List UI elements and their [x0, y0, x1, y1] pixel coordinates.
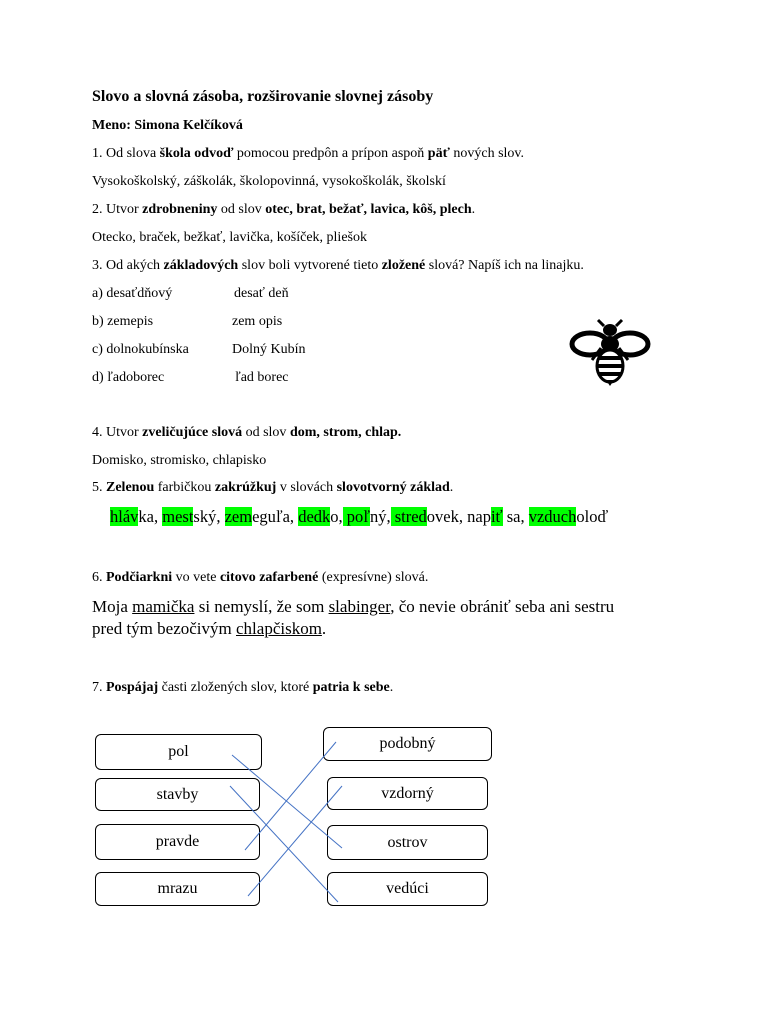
q3-word-d: d) ľadoborec [92, 370, 165, 385]
left-box-pol[interactable]: pol [95, 734, 262, 770]
question-4: 4. Utvor zveličujúce slová od slov dom, strom, chlap. [92, 425, 402, 440]
left-box-stavby[interactable]: stavby [95, 778, 260, 811]
q3-word-c: c) dolnokubínska [92, 342, 189, 357]
bee-icon [568, 318, 652, 386]
right-box-ostrov[interactable]: ostrov [327, 825, 488, 860]
name-line: Meno: Simona Kelčíková [92, 118, 243, 133]
answer-1: Vysokoškolský, záškolák, školopovinná, vysokoškolák, školskí [92, 174, 446, 189]
right-box-veduci[interactable]: vedúci [327, 872, 488, 906]
q3-answer-a: desať deň [234, 286, 289, 301]
sentence-line-2: pred tým bezočivým chlapčiskom. [92, 619, 327, 638]
sentence-line-1: Moja mamička si nemyslí, že som slabinger, čo nevie obrániť seba ani sestru [92, 597, 615, 616]
answer-2: Otecko, braček, bežkať, lavička, košíček, pliešok [92, 230, 367, 245]
page-title: Slovo a slovná zásoba, rozširovanie slovnej zásoby [92, 88, 434, 105]
question-3: 3. Od akých základových slov boli vytvorené tieto zložené slová? Napíš ich na linajku. [92, 258, 584, 273]
right-box-vzdorny[interactable]: vzdorný [327, 777, 488, 810]
q3-word-b: b) zemepis [92, 314, 154, 329]
answer-5: hlávka, mestský, zemeguľa, dedko, poľný, stredovek, napiť sa, vzducholoď [110, 507, 609, 526]
q3-answer-d: ľad borec [235, 370, 289, 385]
left-box-pravde[interactable]: pravde [95, 824, 260, 860]
q3-answer-b: zem opis [232, 314, 283, 329]
question-7: 7. Pospájaj časti zložených slov, ktoré patria k sebe. [92, 680, 394, 695]
answer-4: Domisko, stromisko, chlapisko [92, 453, 267, 468]
q3-answer-c: Dolný Kubín [232, 342, 306, 357]
left-box-mrazu[interactable]: mrazu [95, 872, 260, 906]
question-5: 5. Zelenou farbičkou zakrúžkuj v slovách slovotvorný základ. [92, 480, 454, 495]
question-2: 2. Utvor zdrobneniny od slov otec, brat, bežať, lavica, kôš, plech. [92, 202, 476, 217]
right-box-podobny[interactable]: podobný [323, 727, 492, 761]
question-6: 6. Podčiarkni vo vete citovo zafarbené (expresívne) slová. [92, 570, 429, 585]
q3-word-a: a) desaťdňový [92, 286, 173, 301]
question-1: 1. Od slova škola odvoď pomocou predpôn a prípon aspoň päť nových slov. [92, 146, 525, 161]
